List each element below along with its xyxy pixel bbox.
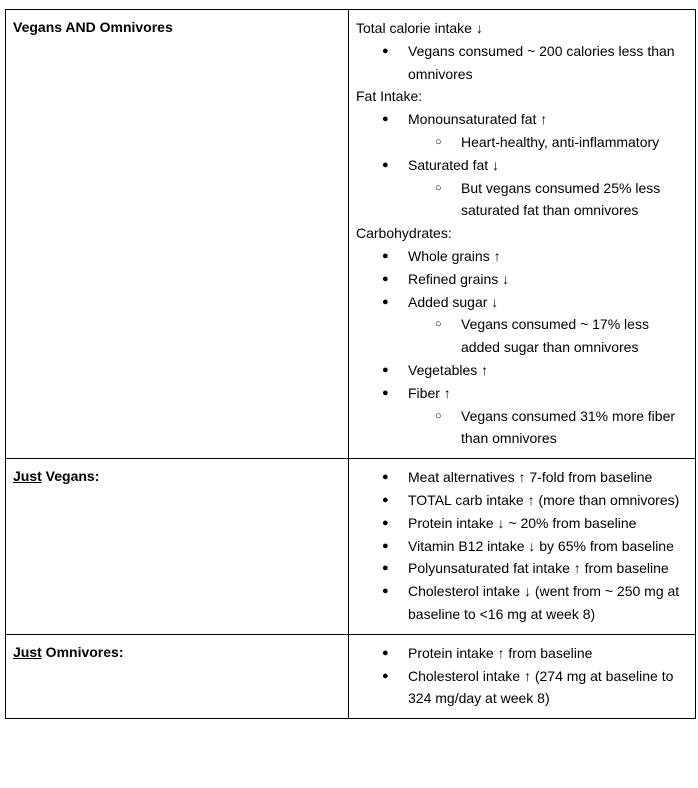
bullet-item: ● Protein intake ↑ from baseline — [356, 642, 691, 665]
row-content-cell — [349, 10, 696, 459]
bullet-item: ● Refined grains ↓ — [356, 268, 691, 291]
section-heading: Fat Intake: — [356, 88, 423, 105]
bullet-item: ● Saturated fat ↓ — [356, 154, 691, 177]
bullet-item: ● Added sugar ↓ — [356, 291, 691, 314]
row-content-cell — [349, 459, 696, 635]
row-content — [349, 635, 695, 718]
row-header-cell — [6, 459, 349, 635]
bullet-item: ● Meat alternatives ↑ 7-fold from baseline — [356, 466, 691, 489]
bullet-item: ● Vegans consumed ~ 200 calories less than omnivores — [356, 40, 691, 86]
bullet-item: ● Monounsaturated fat ↑ — [356, 108, 691, 131]
row-header-cell — [6, 10, 349, 459]
row-header-prefix: Just — [13, 468, 42, 485]
bullet-item: ● Vegetables ↑ — [356, 359, 691, 382]
row-header-prefix: Just — [13, 643, 42, 660]
row-header-text: Vegans AND Omnivores — [13, 19, 173, 35]
bullet-item: ● Protein intake ↓ ~ 20% from baseline — [356, 512, 691, 535]
table-row — [6, 634, 696, 718]
bullet-item: ● Whole grains ↑ — [356, 245, 691, 268]
bullet-item: ● Vitamin B12 intake ↓ by 65% from baseline — [356, 535, 691, 558]
row-content-cell — [349, 634, 696, 718]
bullet-item: ● TOTAL carb intake ↑ (more than omnivores) — [356, 489, 691, 512]
row-header-cell — [6, 634, 349, 718]
bullet-item: ● Cholesterol intake ↓ (went from ~ 250 mg at baseline to <16 mg at week 8) — [356, 580, 691, 626]
row-header — [6, 10, 348, 44]
bullet-item: ● Fiber ↑ — [356, 382, 691, 405]
sub-bullet-item: ○ But vegans consumed 25% less saturated fat than omnivores — [356, 177, 691, 223]
table-row — [6, 10, 696, 459]
section-heading: Carbohydrates: — [356, 225, 452, 242]
table-row — [6, 459, 696, 635]
row-content — [349, 10, 695, 458]
bullet-item: ● Cholesterol intake ↑ (274 mg at baseline to 324 mg/day at week 8) — [356, 665, 691, 711]
sub-bullet-item: ○ Heart-healthy, anti-inflammatory — [356, 131, 691, 154]
row-content — [349, 459, 695, 634]
row-header-text: Vegans: — [41, 468, 100, 485]
sub-bullet-item: ○ Vegans consumed ~ 17% less added sugar than omnivores — [356, 313, 691, 359]
bullet-item: ● Polyunsaturated fat intake ↑ from baseline — [356, 557, 691, 580]
section-heading: Total calorie intake ↓ — [356, 20, 483, 36]
sub-bullet-item: ○ Vegans consumed 31% more fiber than omnivores — [356, 405, 691, 451]
row-header-text: Omnivores: — [41, 643, 124, 660]
comparison-table — [5, 9, 696, 719]
row-header — [6, 459, 348, 493]
row-header — [6, 635, 348, 669]
